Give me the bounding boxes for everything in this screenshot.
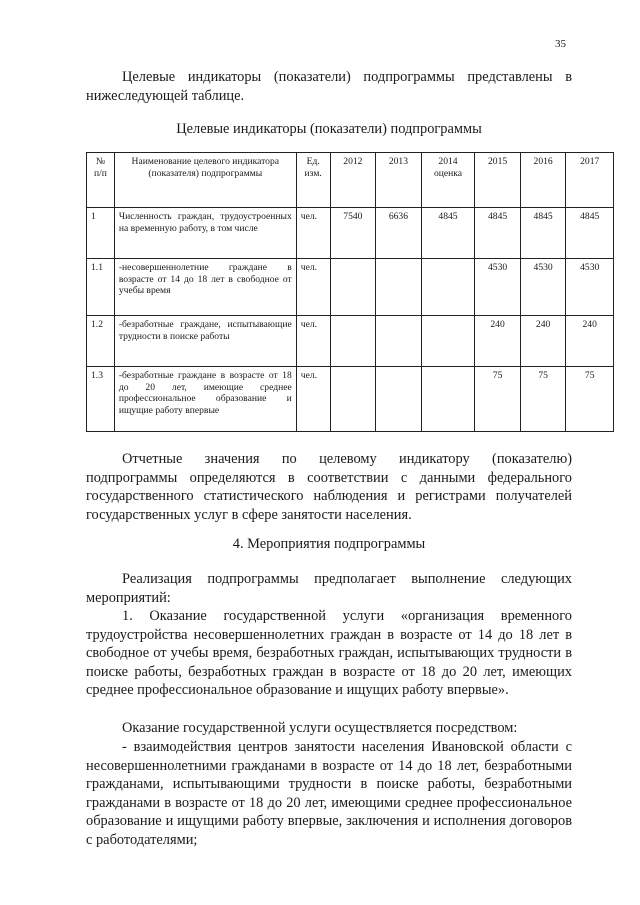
header-cell: 2015: [475, 153, 521, 208]
table-header-row: [87, 153, 614, 208]
table-cell: 1.2: [87, 316, 115, 367]
table-cell: чел.: [296, 208, 330, 259]
header-cell: № п/п: [87, 153, 115, 208]
table-cell: [421, 316, 475, 367]
reporting-paragraph: Отчетные значения по целевому индикатору (показателю) подпрограммы определяются в соответствии с данными федерального государственного статистического наблюдения и регистрами получателей государственных услуг в сфере занятости населения.: [86, 451, 572, 523]
table-cell: [330, 367, 376, 432]
table-row: [87, 208, 614, 259]
measures-intro: Реализация подпрограммы предполагает выполнение следующих мероприятий:: [86, 571, 572, 606]
table-cell: чел.: [296, 367, 330, 432]
table-cell: 4845: [566, 208, 614, 259]
table-cell: 75: [520, 367, 566, 432]
table-cell: 1: [87, 208, 115, 259]
header-cell: 2013: [376, 153, 422, 208]
header-cell: 2012: [330, 153, 376, 208]
header-cell: 2014 оценка: [421, 153, 475, 208]
table-cell: [421, 367, 475, 432]
table-cell: 4530: [475, 259, 521, 316]
table-cell: [376, 367, 422, 432]
table-cell: 240: [520, 316, 566, 367]
table-cell: 240: [475, 316, 521, 367]
header-cell: Наименование целевого индикатора (показателя) подпрограммы: [114, 153, 296, 208]
table-cell: 1.3: [87, 367, 115, 432]
header-cell: 2016: [520, 153, 566, 208]
service-item: - взаимодействия центров занятости населения Ивановской области с несовершеннолетними гражданами в возрасте от 14 до 18 лет, безработными гражданами, испытывающими трудности в поиске работы, безработными гражданами в возрасте от 18 до 20 лет, имеющими среднее профессиональное образование и ищущими работу впервые, заключения и исполнения договоров с работодателями;: [86, 739, 572, 848]
table-cell: 4845: [421, 208, 475, 259]
measure-1: 1. Оказание государственной услуги «организация временного трудоустройства несовершеннолетних граждан в возрасте от 14 до 18 лет в свободное от учебы время, безработных граждан, испытывающих трудности в поиске работы, безработных граждан в возрасте от 18 до 20 лет, имеющих среднее профессиональное образование и ищущих работу впервые».: [86, 608, 572, 698]
section-heading: 4. Мероприятия подпрограммы: [232, 536, 426, 552]
table-row: [87, 367, 614, 432]
service-via: Оказание государственной услуги осуществляется посредством:: [122, 720, 518, 736]
table-cell: чел.: [296, 259, 330, 316]
table-cell: 4530: [520, 259, 566, 316]
table-cell: [421, 259, 475, 316]
table-cell: -безработные граждане в возрасте от 18 до 20 лет, имеющие среднее профессиональное образование и ищущие работу впервые: [114, 367, 296, 432]
table-cell: [330, 316, 376, 367]
table-cell: [330, 259, 376, 316]
table-cell: чел.: [296, 316, 330, 367]
page-number: 35: [555, 38, 566, 50]
indicators-table: [86, 152, 614, 432]
table-cell: 6636: [376, 208, 422, 259]
table-cell: 75: [475, 367, 521, 432]
table-cell: 7540: [330, 208, 376, 259]
intro-paragraph: Целевые индикаторы (показатели) подпрограммы представлены в нижеследующей таблице.: [86, 69, 572, 104]
table-row: [87, 259, 614, 316]
table-cell: Численность граждан, трудоустроенных на временную работу, в том числе: [114, 208, 296, 259]
header-cell: Ед. изм.: [296, 153, 330, 208]
table-cell: -несовершеннолетние граждане в возрасте от 14 до 18 лет в свободное от учебы время: [114, 259, 296, 316]
table-cell: [376, 316, 422, 367]
header-cell: 2017: [566, 153, 614, 208]
table-cell: 75: [566, 367, 614, 432]
table-cell: 4845: [475, 208, 521, 259]
table-cell: -безработные граждане, испытывающие трудности в поиске работы: [114, 316, 296, 367]
table-cell: 4845: [520, 208, 566, 259]
table-cell: 1.1: [87, 259, 115, 316]
table-row: [87, 316, 614, 367]
table-cell: [376, 259, 422, 316]
table-cell: 4530: [566, 259, 614, 316]
table-title: Целевые индикаторы (показатели) подпрограммы: [176, 121, 482, 137]
table-cell: 240: [566, 316, 614, 367]
